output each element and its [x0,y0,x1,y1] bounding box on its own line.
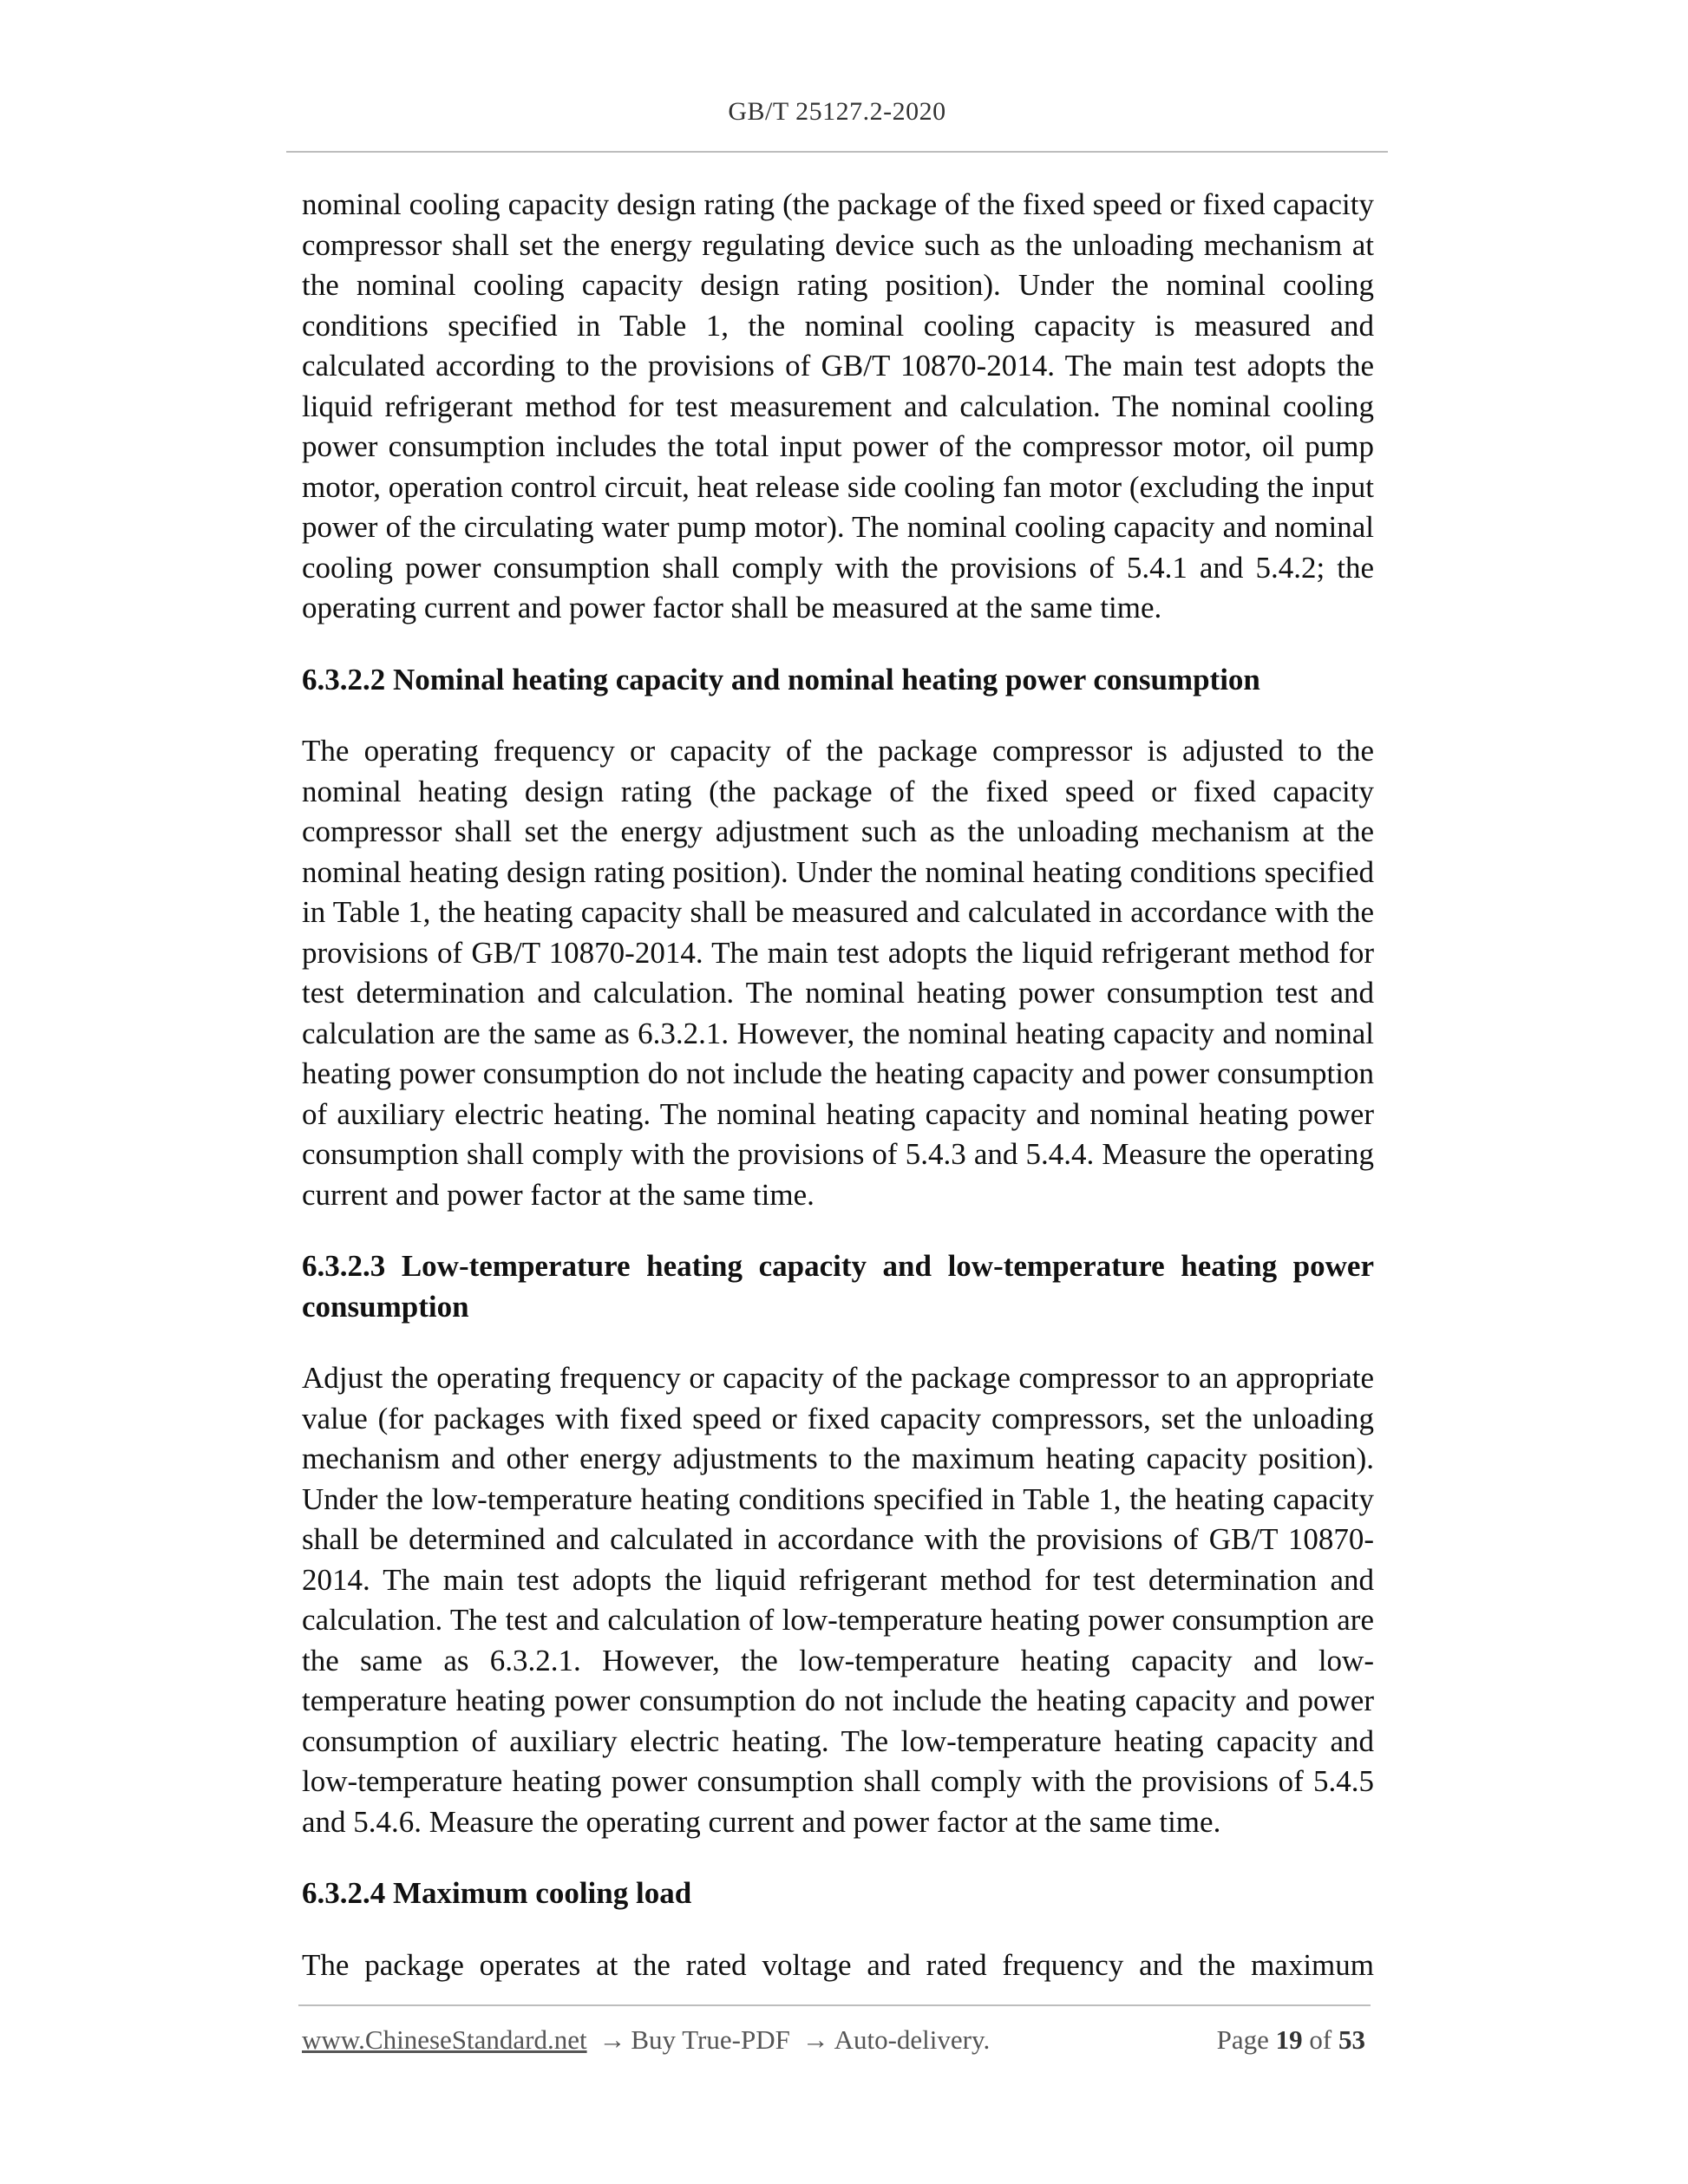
section-heading-6-3-2-4: 6.3.2.4 Maximum cooling load [302,1876,692,1910]
page-label: Page [1216,2024,1269,2055]
document-body [302,185,1374,1985]
paragraph-intro: nominal cooling capacity design rating (the package of the fixed speed or fixed capacity compressor shall set the energy regulating device such as the unloading mechanism at the nominal cooling capacity design rating position). Under the nominal cooling conditions specified in Table 1, the nominal cooling capacity is measured and calculated according to the provisions of GB/T 10870-2014. The main test adopts the liquid refrigerant method for test measurement and calculation. The nominal cooling power consumption includes the total input power of the compressor motor, oil pump motor, operation control circuit, heat release side cooling fan motor (excluding the input power of the circulating water pump motor). The nominal cooling capacity and nominal cooling power consumption shall comply with the provisions of 5.4.1 and 5.4.2; the operating current and power factor shall be measured at the same time. [302,187,1374,624]
footer-left [302,2024,990,2056]
buy-pdf-text: Buy True-PDF [631,2024,790,2055]
paragraph-6-3-2-2: The operating frequency or capacity of the package compressor is adjusted to the nominal heating design rating (the package of the fixed speed or fixed capacity compressor shall set the energy adjustment such as the unloading mechanism at the nominal heating design rating position). Under the nominal heating conditions specified in Table 1, the heating capacity shall be measured and calculated in accordance with the provisions of GB/T 10870-2014. The main test adopts the liquid refrigerant method for test determination and calculation. The nominal heating power consumption test and calculation are the same as 6.3.2.1. However, the nominal heating capacity and nominal heating power consumption do not include the heating capacity and power consumption of auxiliary electric heating. The nominal heating capacity and nominal heating power consumption shall comply with the provisions of 5.4.3 and 5.4.4. Measure the operating current and power factor at the same time. [302,734,1374,1212]
footer-divider [298,2004,1371,2006]
auto-delivery-text: Auto-delivery. [834,2024,991,2055]
site-link[interactable]: www.ChineseStandard.net [302,2024,587,2055]
of-label: of [1309,2024,1332,2055]
page-footer [302,2024,1365,2056]
section-heading-6-3-2-3: 6.3.2.3 Low-temperature heating capacity and low-temperature heating power consumption [302,1249,1374,1324]
total-pages: 53 [1338,2024,1365,2055]
header-divider [286,151,1388,153]
section-heading-6-3-2-2: 6.3.2.2 Nominal heating capacity and nominal heating power consumption [302,662,1260,696]
arrow-right-icon: → [599,2024,626,2055]
paragraph-6-3-2-3: Adjust the operating frequency or capacity of the package compressor to an appropriate value (for packages with fixed speed or fixed capacity compressors, set the unloading mechanism and other energy adjustments to the maximum heating capacity position). Under the low-temperature heating conditions specified in Table 1, the heating capacity shall be determined and calculated in accordance with the provisions of GB/T 10870-2014. The main test adopts the liquid refrigerant method for test determination and calculation. The test and calculation of low-temperature heating power consumption are the same as 6.3.2.1. However, the low-temperature heating capacity and low-temperature heating power consumption do not include the heating capacity and power consumption of auxiliary electric heating. The low-temperature heating capacity and low-temperature heating power consumption shall comply with the provisions of 5.4.5 and 5.4.6. Measure the operating current and power factor at the same time. [302,1361,1374,1839]
paragraph-6-3-2-4: The package operates at the rated voltage and rated frequency and the maximum [302,1947,1374,1982]
page-indicator [1217,2024,1365,2056]
page-header: GB/T 25127.2-2020 [728,97,946,126]
arrow-right-icon: → [801,2024,829,2055]
page-number: 19 [1275,2024,1303,2055]
